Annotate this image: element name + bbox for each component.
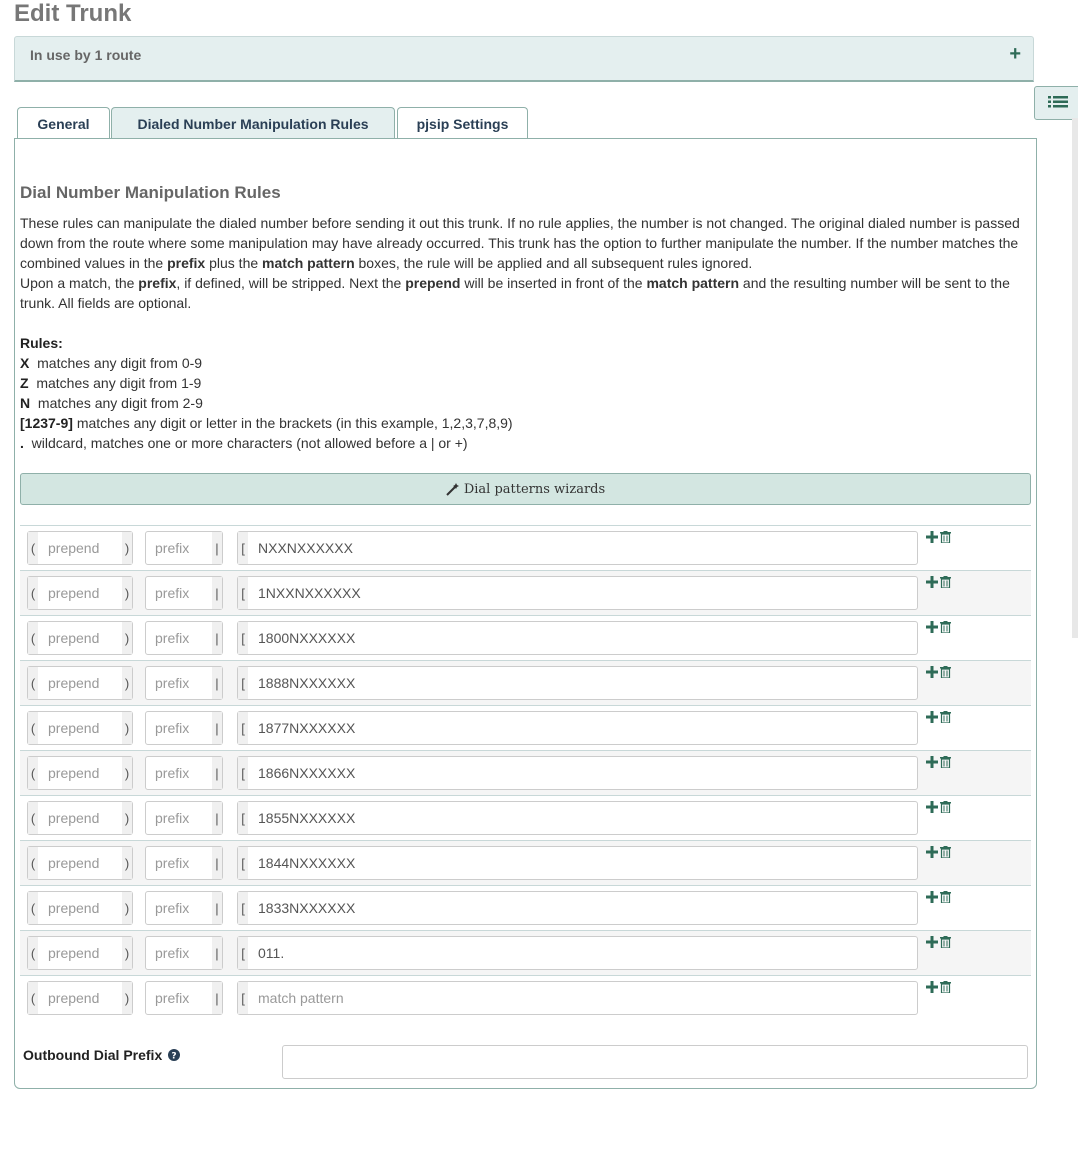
delete-row-trash-icon[interactable] (940, 801, 951, 813)
delete-row-trash-icon[interactable] (940, 756, 951, 768)
delete-row-trash-icon[interactable] (940, 846, 951, 858)
match-pattern-value: 1800NXXXXXX (258, 630, 356, 646)
close-paren-addon: ) (122, 667, 132, 699)
row-actions (926, 846, 951, 858)
row-actions (926, 936, 951, 948)
prepend-input[interactable] (27, 801, 133, 835)
close-paren-addon: ) (122, 712, 132, 744)
match-pattern-input[interactable] (237, 891, 918, 925)
prefix-input[interactable] (145, 531, 223, 565)
close-paren-addon: ) (122, 937, 132, 969)
match-pattern-input[interactable] (237, 936, 918, 970)
match-pattern-input[interactable] (237, 531, 918, 565)
match-pattern-input[interactable] (237, 846, 918, 880)
prepend-input[interactable] (27, 846, 133, 880)
rule-item: . wildcard, matches one or more characters (not allowed before a | or +) (20, 435, 468, 451)
delete-row-trash-icon[interactable] (940, 711, 951, 723)
rule-item: N matches any digit from 2-9 (20, 395, 203, 411)
close-paren-addon: ) (122, 847, 132, 879)
prefix-placeholder: prefix (155, 675, 190, 691)
bracket-addon: [ (238, 577, 248, 609)
pipe-addon: | (212, 802, 222, 834)
prepend-input[interactable] (27, 576, 133, 610)
prepend-placeholder: prepend (48, 540, 100, 556)
open-paren-addon: ( (28, 847, 38, 879)
match-pattern-input[interactable] (237, 576, 918, 610)
tab-dialed-number-manipulation-rules[interactable]: Dialed Number Manipulation Rules (111, 107, 395, 140)
pipe-addon: | (212, 667, 222, 699)
add-row-plus-icon[interactable] (926, 531, 938, 543)
prepend-input[interactable] (27, 666, 133, 700)
add-row-plus-icon[interactable] (926, 711, 938, 723)
prepend-placeholder: prepend (48, 585, 100, 601)
prefix-input[interactable] (145, 711, 223, 745)
tab-panel (14, 138, 1037, 1089)
scrollbar-track[interactable] (1072, 118, 1078, 638)
close-paren-addon: ) (122, 802, 132, 834)
dial-pattern-row (20, 885, 1031, 930)
outbound-dial-prefix-label: Outbound Dial Prefix ? (23, 1047, 180, 1063)
open-paren-addon: ( (28, 532, 38, 564)
match-pattern-value: NXXNXXXXXX (258, 540, 353, 556)
pipe-addon: | (212, 757, 222, 789)
prefix-input[interactable] (145, 891, 223, 925)
prepend-placeholder: prepend (48, 855, 100, 871)
add-row-plus-icon[interactable] (926, 801, 938, 813)
prepend-input[interactable] (27, 711, 133, 745)
pipe-addon: | (212, 577, 222, 609)
open-paren-addon: ( (28, 892, 38, 924)
bracket-addon: [ (238, 757, 248, 789)
add-row-plus-icon[interactable] (926, 936, 938, 948)
delete-row-trash-icon[interactable] (940, 621, 951, 633)
prefix-input[interactable] (145, 936, 223, 970)
close-paren-addon: ) (122, 757, 132, 789)
row-actions (926, 531, 951, 543)
prefix-input[interactable] (145, 846, 223, 880)
open-paren-addon: ( (28, 757, 38, 789)
dial-pattern-row (20, 525, 1031, 570)
pipe-addon: | (212, 622, 222, 654)
add-row-plus-icon[interactable] (926, 756, 938, 768)
pipe-addon: | (212, 937, 222, 969)
delete-row-trash-icon[interactable] (940, 891, 951, 903)
pipe-addon: | (212, 847, 222, 879)
bracket-addon: [ (238, 532, 248, 564)
outbound-dial-prefix-input[interactable] (282, 1045, 1028, 1079)
description-paragraph-1: These rules can manipulate the dialed number before sending it out this trunk. If no rule applies, the number is not changed. The original dialed number is passed down from the route where some manipulation may have already occurred. This trunk has the option to further manipulate the number. If the number matches the combined values in the prefix plus the match pattern boxes, the rule will be applied and all subsequent rules ignored. (20, 215, 1020, 271)
bracket-addon: [ (238, 622, 248, 654)
in-use-panel[interactable] (14, 36, 1034, 82)
prefix-input[interactable] (145, 981, 223, 1015)
dial-pattern-row (20, 795, 1031, 840)
rule-item: X matches any digit from 0-9 (20, 355, 203, 371)
prepend-placeholder: prepend (48, 990, 100, 1006)
question-circle-icon[interactable] (168, 1049, 180, 1061)
dial-pattern-row (20, 750, 1031, 795)
delete-row-trash-icon[interactable] (940, 666, 951, 678)
match-pattern-value: match pattern (258, 990, 344, 1006)
prepend-placeholder: prepend (48, 720, 100, 736)
tab-pjsip-settings[interactable]: pjsip Settings (397, 107, 528, 139)
rules-list (20, 333, 513, 453)
close-paren-addon: ) (122, 532, 132, 564)
prefix-placeholder: prefix (155, 810, 190, 826)
row-actions (926, 801, 951, 813)
add-row-plus-icon[interactable] (926, 576, 938, 588)
open-paren-addon: ( (28, 982, 38, 1014)
prefix-placeholder: prefix (155, 540, 190, 556)
dial-patterns-wizard-button[interactable] (20, 473, 1031, 505)
prefix-placeholder: prefix (155, 855, 190, 871)
match-pattern-value: 011. (258, 945, 285, 961)
row-actions (926, 666, 951, 678)
open-paren-addon: ( (28, 937, 38, 969)
add-row-plus-icon[interactable] (926, 666, 938, 678)
prepend-placeholder: prepend (48, 675, 100, 691)
wizard-button-label: Dial patterns wizards (463, 481, 606, 497)
row-actions (926, 711, 951, 723)
dial-pattern-row (20, 570, 1031, 615)
close-paren-addon: ) (122, 982, 132, 1014)
row-actions (926, 621, 951, 633)
svg-text:?: ? (171, 1051, 177, 1061)
prefix-input[interactable] (145, 576, 223, 610)
dial-pattern-row (20, 705, 1031, 750)
prepend-input[interactable] (27, 936, 133, 970)
tab-general[interactable]: General (17, 107, 110, 139)
match-pattern-value: 1866NXXXXXX (258, 765, 356, 781)
close-paren-addon: ) (122, 622, 132, 654)
prefix-placeholder: prefix (155, 765, 190, 781)
match-pattern-input[interactable] (237, 801, 918, 835)
dial-pattern-row (20, 840, 1031, 885)
dial-pattern-row (20, 615, 1031, 660)
prefix-placeholder: prefix (155, 990, 190, 1006)
prepend-placeholder: prepend (48, 945, 100, 961)
expand-plus-icon[interactable]: + (1009, 43, 1021, 65)
prefix-placeholder: prefix (155, 945, 190, 961)
rules-heading: Rules: (20, 335, 63, 351)
match-pattern-input[interactable] (237, 981, 918, 1015)
bracket-addon: [ (238, 847, 248, 879)
prepend-input[interactable] (27, 756, 133, 790)
row-actions (926, 756, 951, 768)
prepend-input[interactable] (27, 531, 133, 565)
bracket-addon: [ (238, 667, 248, 699)
match-pattern-value: 1888NXXXXXX (258, 675, 356, 691)
open-paren-addon: ( (28, 712, 38, 744)
add-row-plus-icon[interactable] (926, 981, 938, 993)
dial-pattern-row (20, 975, 1031, 1020)
pipe-addon: | (212, 892, 222, 924)
match-pattern-input[interactable] (237, 666, 918, 700)
add-row-plus-icon[interactable] (926, 846, 938, 858)
delete-row-trash-icon[interactable] (940, 981, 951, 993)
prefix-input[interactable] (145, 801, 223, 835)
open-paren-addon: ( (28, 622, 38, 654)
prefix-placeholder: prefix (155, 720, 190, 736)
prepend-placeholder: prepend (48, 630, 100, 646)
prefix-placeholder: prefix (155, 630, 190, 646)
open-paren-addon: ( (28, 667, 38, 699)
rule-item: [1237-9] matches any digit or letter in the brackets (in this example, 1,2,3,7,8,9) (20, 415, 513, 431)
prepend-placeholder: prepend (48, 765, 100, 781)
match-pattern-value: 1877NXXXXXX (258, 720, 356, 736)
open-paren-addon: ( (28, 802, 38, 834)
close-paren-addon: ) (122, 577, 132, 609)
pipe-addon: | (212, 712, 222, 744)
description-paragraph-2: Upon a match, the prefix, if defined, will be stripped. Next the prepend will be inserted in front of the match pattern and the resulting number will be sent to the trunk. All fields are optional. (20, 275, 1010, 311)
bracket-addon: [ (238, 892, 248, 924)
prepend-input[interactable] (27, 891, 133, 925)
in-use-text: In use by 1 route (30, 47, 142, 63)
add-row-plus-icon[interactable] (926, 891, 938, 903)
section-description (20, 213, 1032, 313)
add-row-plus-icon[interactable] (926, 621, 938, 633)
bracket-addon: [ (238, 982, 248, 1014)
pipe-addon: | (212, 982, 222, 1014)
page-title: Edit Trunk (14, 0, 132, 27)
pipe-addon: | (212, 532, 222, 564)
row-actions (926, 891, 951, 903)
prefix-placeholder: prefix (155, 585, 190, 601)
bracket-addon: [ (238, 937, 248, 969)
list-icon (1048, 95, 1068, 111)
prepend-input[interactable] (27, 621, 133, 655)
prepend-placeholder: prepend (48, 810, 100, 826)
prepend-input[interactable] (27, 981, 133, 1015)
delete-row-trash-icon[interactable] (940, 936, 951, 948)
prefix-input[interactable] (145, 756, 223, 790)
magic-wand-icon (446, 482, 460, 496)
match-pattern-value: 1NXXNXXXXXX (258, 585, 361, 601)
dial-pattern-rows (20, 525, 1031, 1020)
side-nav-toggle-button[interactable] (1034, 86, 1078, 120)
match-pattern-value: 1844NXXXXXX (258, 855, 356, 871)
prepend-placeholder: prepend (48, 900, 100, 916)
bracket-addon: [ (238, 802, 248, 834)
bracket-addon: [ (238, 712, 248, 744)
prefix-input[interactable] (145, 621, 223, 655)
row-actions (926, 981, 951, 993)
delete-row-trash-icon[interactable] (940, 576, 951, 588)
dial-pattern-row (20, 660, 1031, 705)
match-pattern-input[interactable] (237, 711, 918, 745)
delete-row-trash-icon[interactable] (940, 531, 951, 543)
match-pattern-value: 1833NXXXXXX (258, 900, 356, 916)
rule-item: Z matches any digit from 1-9 (20, 375, 202, 391)
row-actions (926, 576, 951, 588)
open-paren-addon: ( (28, 577, 38, 609)
dial-pattern-row (20, 930, 1031, 975)
prefix-input[interactable] (145, 666, 223, 700)
match-pattern-input[interactable] (237, 756, 918, 790)
prefix-placeholder: prefix (155, 900, 190, 916)
close-paren-addon: ) (122, 892, 132, 924)
match-pattern-input[interactable] (237, 621, 918, 655)
match-pattern-value: 1855NXXXXXX (258, 810, 356, 826)
section-title: Dial Number Manipulation Rules (20, 183, 281, 202)
